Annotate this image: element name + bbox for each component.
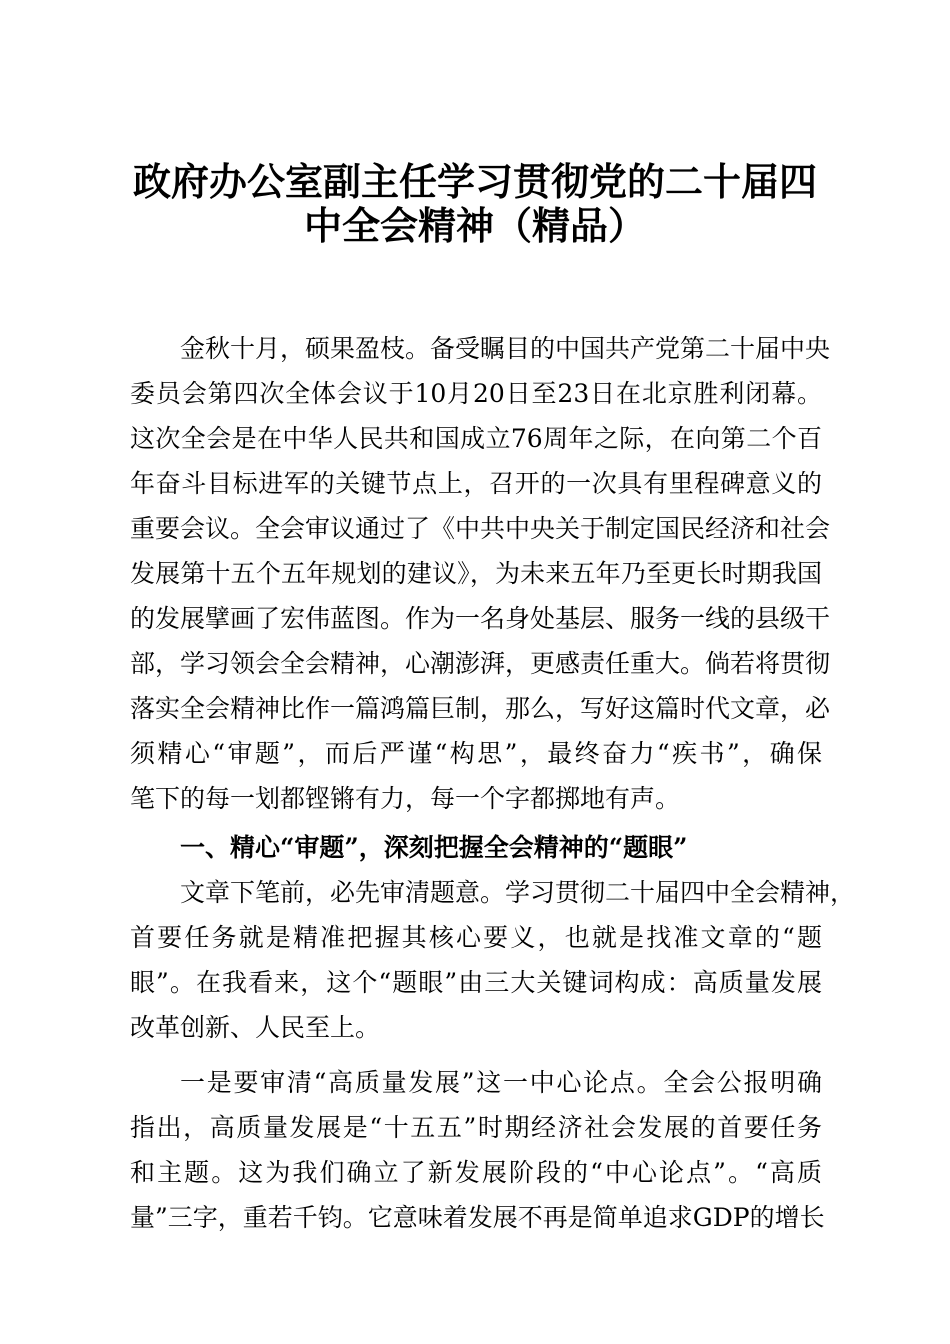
document-title bbox=[100, 160, 850, 248]
title-line: 中全会精神（精品） bbox=[303, 203, 646, 248]
text-line: 重要会议。全会审议通过了《中共中央关于制定国民经济和社会 bbox=[130, 514, 831, 543]
text-line: 年奋斗目标进军的关键节点上，召开的一次具有里程碑意义的 bbox=[130, 469, 822, 498]
text-line: 发展第十五个五年规划的建议》，为未来五年乃至更长时期我国 bbox=[130, 559, 822, 588]
text-line: 笔下的每一划都铿锵有力，每一个字都掷地有声。 bbox=[130, 784, 681, 813]
text-line: 量”三字，重若千钧。它意味着发展不再是简单追求GDP的增长 bbox=[130, 1203, 825, 1232]
text-line: 和主题。这为我们确立了新发展阶段的“中心论点”。“高质 bbox=[130, 1158, 822, 1187]
text-line: 的发展擘画了宏伟蓝图。作为一名身处基层、服务一线的县级干 bbox=[130, 604, 831, 633]
text-line: 金秋十月，硕果盈枝。备受瞩目的中国共产党第二十届中央 bbox=[180, 334, 831, 363]
text-line: 落实全会精神比作一篇鸿篇巨制，那么，写好这篇时代文章，必 bbox=[130, 694, 831, 723]
paragraph-intro bbox=[130, 326, 831, 821]
text-line: 指出，高质量发展是“十五五”时期经济社会发展的首要任务 bbox=[130, 1113, 822, 1142]
text-line: 委员会第四次全体会议于10月20日至23日在北京胜利闭幕。 bbox=[130, 379, 822, 408]
text-line: 一是要审清“高质量发展”这一中心论点。全会公报明确 bbox=[180, 1068, 822, 1097]
text-line: 改革创新、人民至上。 bbox=[130, 1013, 381, 1042]
title-line: 政府办公室副主任学习贯彻党的二十届四 bbox=[132, 159, 817, 204]
paragraph bbox=[130, 1060, 825, 1240]
section-heading: 一、精心“审题”，深刻把握全会精神的“题眼” bbox=[180, 833, 688, 862]
text-line: 须精心“审题”，而后严谨“构思”，最终奋力“疾书”，确保 bbox=[130, 739, 822, 768]
text-line: 文章下笔前，必先审清题意。学习贯彻二十届四中全会精神， bbox=[180, 878, 856, 907]
text-line: 眼”。在我看来，这个“题眼”由三大关键词构成：高质量发展 bbox=[130, 968, 822, 997]
paragraph bbox=[130, 870, 856, 1050]
text-line: 部，学习领会全会精神，心潮澎湃，更感责任重大。倘若将贯彻 bbox=[130, 649, 831, 678]
text-line: 这次全会是在中华人民共和国成立76周年之际，在向第二个百 bbox=[130, 424, 822, 453]
document-body bbox=[130, 326, 856, 1240]
text-line: 首要任务就是精准把握其核心要义，也就是找准文章的“题 bbox=[130, 923, 822, 952]
